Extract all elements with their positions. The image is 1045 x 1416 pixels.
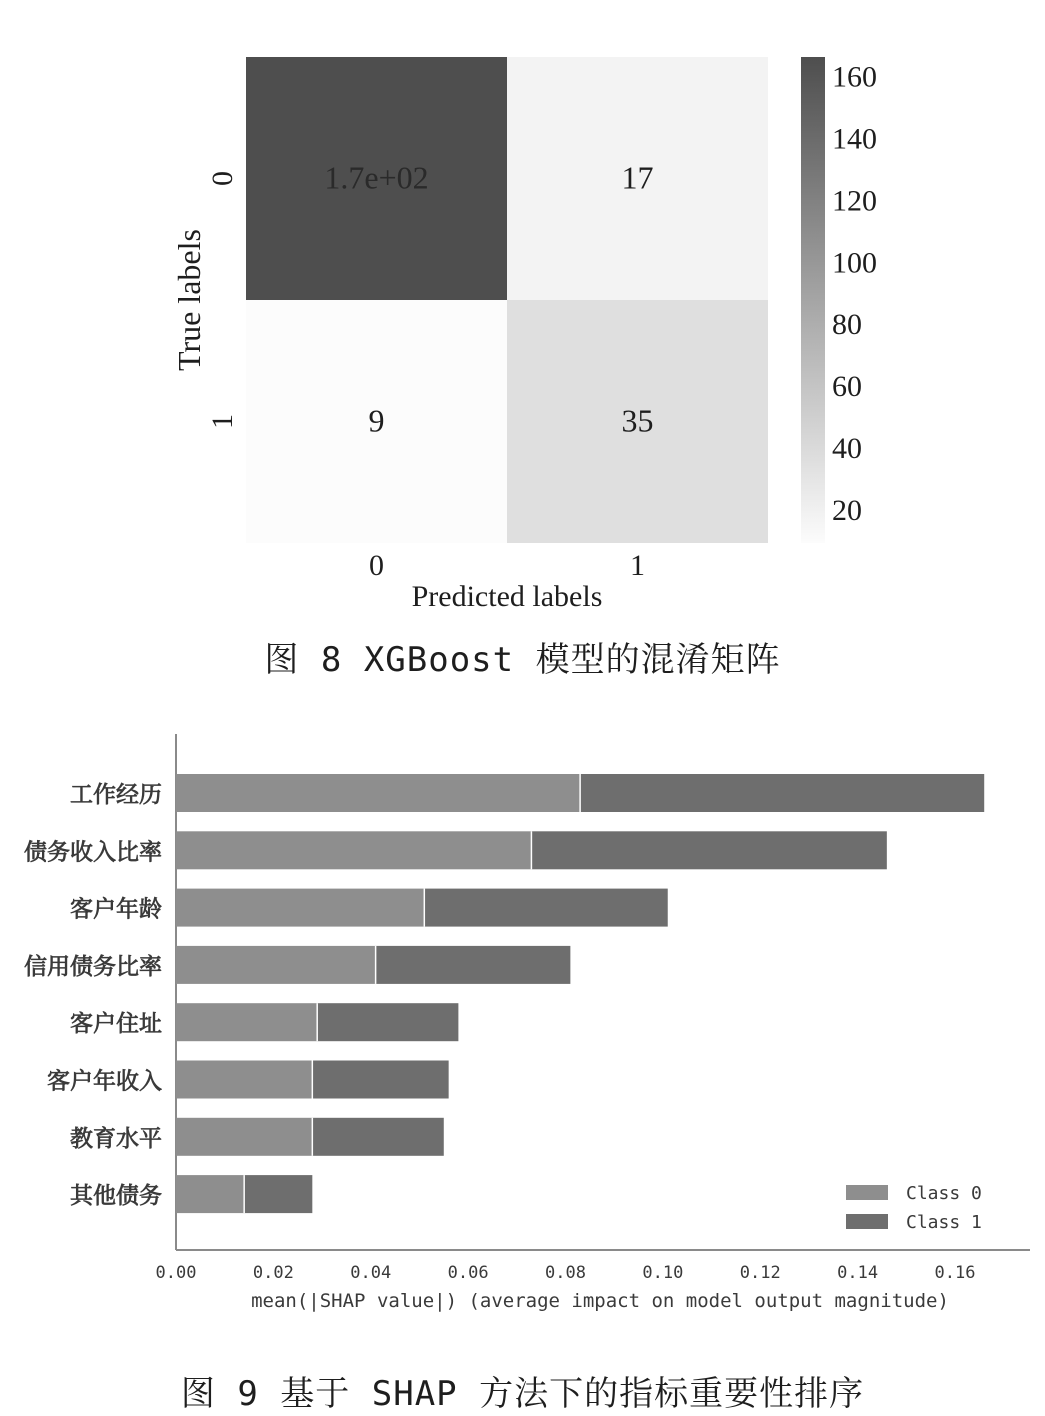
x-tick-label: 0.14	[837, 1263, 879, 1283]
bar-class0	[176, 1118, 312, 1156]
category-label: 其他债务	[70, 1183, 162, 1210]
confusion-matrix-figure	[0, 0, 1045, 620]
x-tick-label: 0.10	[642, 1263, 684, 1283]
colorbar-tick-label: 140	[832, 122, 877, 156]
bar-class0	[176, 1175, 244, 1213]
x-tick-label: 0	[369, 549, 384, 582]
category-label: 客户年收入	[47, 1068, 162, 1095]
x-tick-label: 1	[630, 549, 645, 582]
category-label: 客户年龄	[70, 896, 162, 923]
bar-class0	[176, 946, 376, 984]
colorbar-tick-label: 80	[832, 308, 862, 342]
category-label: 教育水平	[70, 1125, 162, 1152]
x-axis-label: Predicted labels	[411, 580, 603, 613]
y-tick-label: 1	[206, 414, 239, 429]
x-tick-label: 0.08	[545, 1263, 586, 1283]
x-tick-label: 0.12	[739, 1263, 781, 1283]
cell-annotation-1-1: 35	[621, 402, 654, 439]
colorbar-tick-label: 40	[832, 432, 862, 466]
legend-label: Class 0	[906, 1183, 982, 1204]
colorbar-tick-label: 100	[832, 246, 877, 280]
cell-annotation-1-0: 9	[368, 402, 385, 439]
colorbar	[801, 57, 825, 543]
legend-swatch	[846, 1185, 888, 1200]
category-label: 工作经历	[70, 782, 162, 808]
colorbar-tick-label: 60	[832, 370, 862, 404]
bar-class0	[176, 1003, 317, 1041]
bar-class0	[176, 831, 531, 869]
cell-annotation-0-1: 17	[621, 159, 654, 196]
bar-class1	[424, 889, 667, 927]
y-tick-label: 0	[206, 171, 239, 186]
legend-label: Class 1	[906, 1212, 982, 1233]
x-axis-label: mean(|SHAP value|) (average impact on model output magnitude)	[251, 1290, 949, 1312]
x-tick-label: 0.00	[155, 1263, 197, 1283]
colorbar-tick-label: 120	[832, 184, 877, 218]
bar-class1	[580, 774, 984, 812]
category-label: 信用债务比率	[24, 953, 162, 980]
y-axis-label: True labels	[171, 229, 207, 371]
shap-importance-figure	[0, 720, 1045, 1360]
x-tick-label: 0.02	[252, 1263, 294, 1283]
figure-9-caption: 图 9 基于 SHAP 方法下的指标重要性排序	[180, 1374, 865, 1414]
colorbar-tick-label: 160	[832, 60, 877, 94]
colorbar-tick-label: 20	[832, 493, 862, 527]
x-tick-label: 0.16	[934, 1263, 976, 1283]
bar-class1	[531, 831, 886, 869]
figure-8-caption: 图 8 XGBoost 模型的混淆矩阵	[264, 640, 781, 680]
bar-class0	[176, 1061, 312, 1099]
category-label: 客户住址	[70, 1011, 162, 1038]
bar-class0	[176, 774, 580, 812]
bar-class1	[312, 1061, 448, 1099]
category-label: 债务收入比率	[24, 839, 162, 866]
bar-class1	[317, 1003, 458, 1041]
bar-class0	[176, 889, 424, 927]
legend-swatch	[846, 1214, 888, 1229]
bar-class1	[376, 946, 571, 984]
x-tick-label: 0.04	[350, 1263, 392, 1283]
x-tick-label: 0.06	[447, 1263, 489, 1283]
cell-annotation-0-0: 1.7e+02	[324, 159, 429, 196]
bar-class1	[312, 1118, 443, 1156]
bar-class1	[244, 1175, 312, 1213]
